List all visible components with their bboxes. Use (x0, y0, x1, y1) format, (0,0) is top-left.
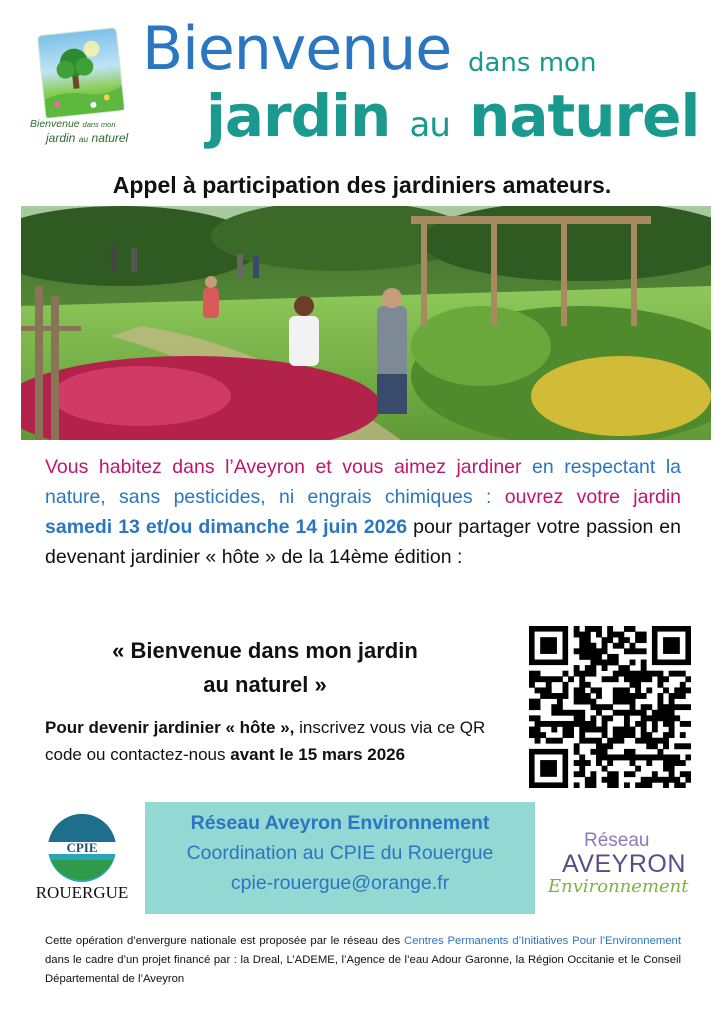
rae-logo-line-2: AVEYRON (562, 850, 686, 878)
cpie-rouergue-logo (26, 812, 138, 904)
title-word-jardin: jardin (206, 82, 391, 150)
intro-part-5: pour partager votre passion en devenant jardinier « hôte » de la 14ème édition : (45, 516, 681, 568)
event-name (45, 634, 485, 702)
logo-line-2: jardin au naturel (46, 131, 129, 145)
rae-logo-line-1: Réseau (584, 830, 650, 851)
reseau-aveyron-logo (548, 830, 698, 900)
cpie-name: ROUERGUE (35, 883, 129, 902)
intro-part-2: en respectant la nature, sans pesticides, ni engrais chimiques : (45, 456, 682, 508)
intro-paragraph (45, 452, 681, 572)
title-line-1: Bienvenue (142, 14, 452, 84)
signup-deadline: avant le 15 mars 2026 (230, 745, 406, 764)
cpie-initials: CPIE (66, 840, 98, 855)
footer-text-1: Cette opération d’envergure nationale est proposée par le réseau des (45, 935, 405, 947)
title-line-1-small: dans mon (468, 48, 597, 78)
contact-coordination: Coordination au CPIE du Rouergue (186, 842, 494, 864)
contact-organization: Réseau Aveyron Environnement (190, 812, 490, 834)
rae-logo-line-3: Environnement (548, 876, 689, 897)
signup-text-1: inscrivez vous via ce QR code ou contactez-nous (45, 718, 486, 764)
signup-bold-1: Pour devenir jardinier « hôte », (45, 718, 295, 737)
intro-part-1: Vous habitez dans l’Aveyron et vous aimez jardiner (45, 456, 522, 478)
contact-email[interactable]: cpie-rouergue@orange.fr (230, 872, 450, 894)
title-line-2 (206, 82, 699, 150)
subtitle: Appel à participation des jardiniers amateurs. (112, 172, 612, 198)
title-word-au: au (409, 105, 450, 145)
signup-text (45, 714, 525, 768)
intro-date: samedi 13 et/ou dimanche 14 juin 2026 (45, 516, 408, 538)
contact-box (145, 802, 535, 914)
qr-code[interactable] (529, 626, 691, 788)
jardin-naturel-logo (28, 30, 138, 152)
cpie-link[interactable]: Centres Permanents d’Initiatives Pour l’Environnement (404, 935, 681, 947)
event-name-line-2: au naturel » (203, 672, 327, 697)
title-word-naturel: naturel (469, 82, 700, 150)
intro-part-3: ouvrez votre jardin (504, 486, 681, 508)
garden-illustration (38, 28, 124, 118)
footer-text (45, 932, 681, 989)
footer-text-2: dans le cadre d’un projet financé par : la Dreal, L’ADEME, l’Agence de l’eau Adour Garonne, la Région Occitanie et le Conseil Départemental de l’Aveyron (45, 954, 681, 985)
logo-line-1: Bienvenue dans mon (30, 118, 116, 130)
garden-photo (21, 206, 711, 440)
event-name-line-1: « Bienvenue dans mon jardin (112, 638, 418, 663)
